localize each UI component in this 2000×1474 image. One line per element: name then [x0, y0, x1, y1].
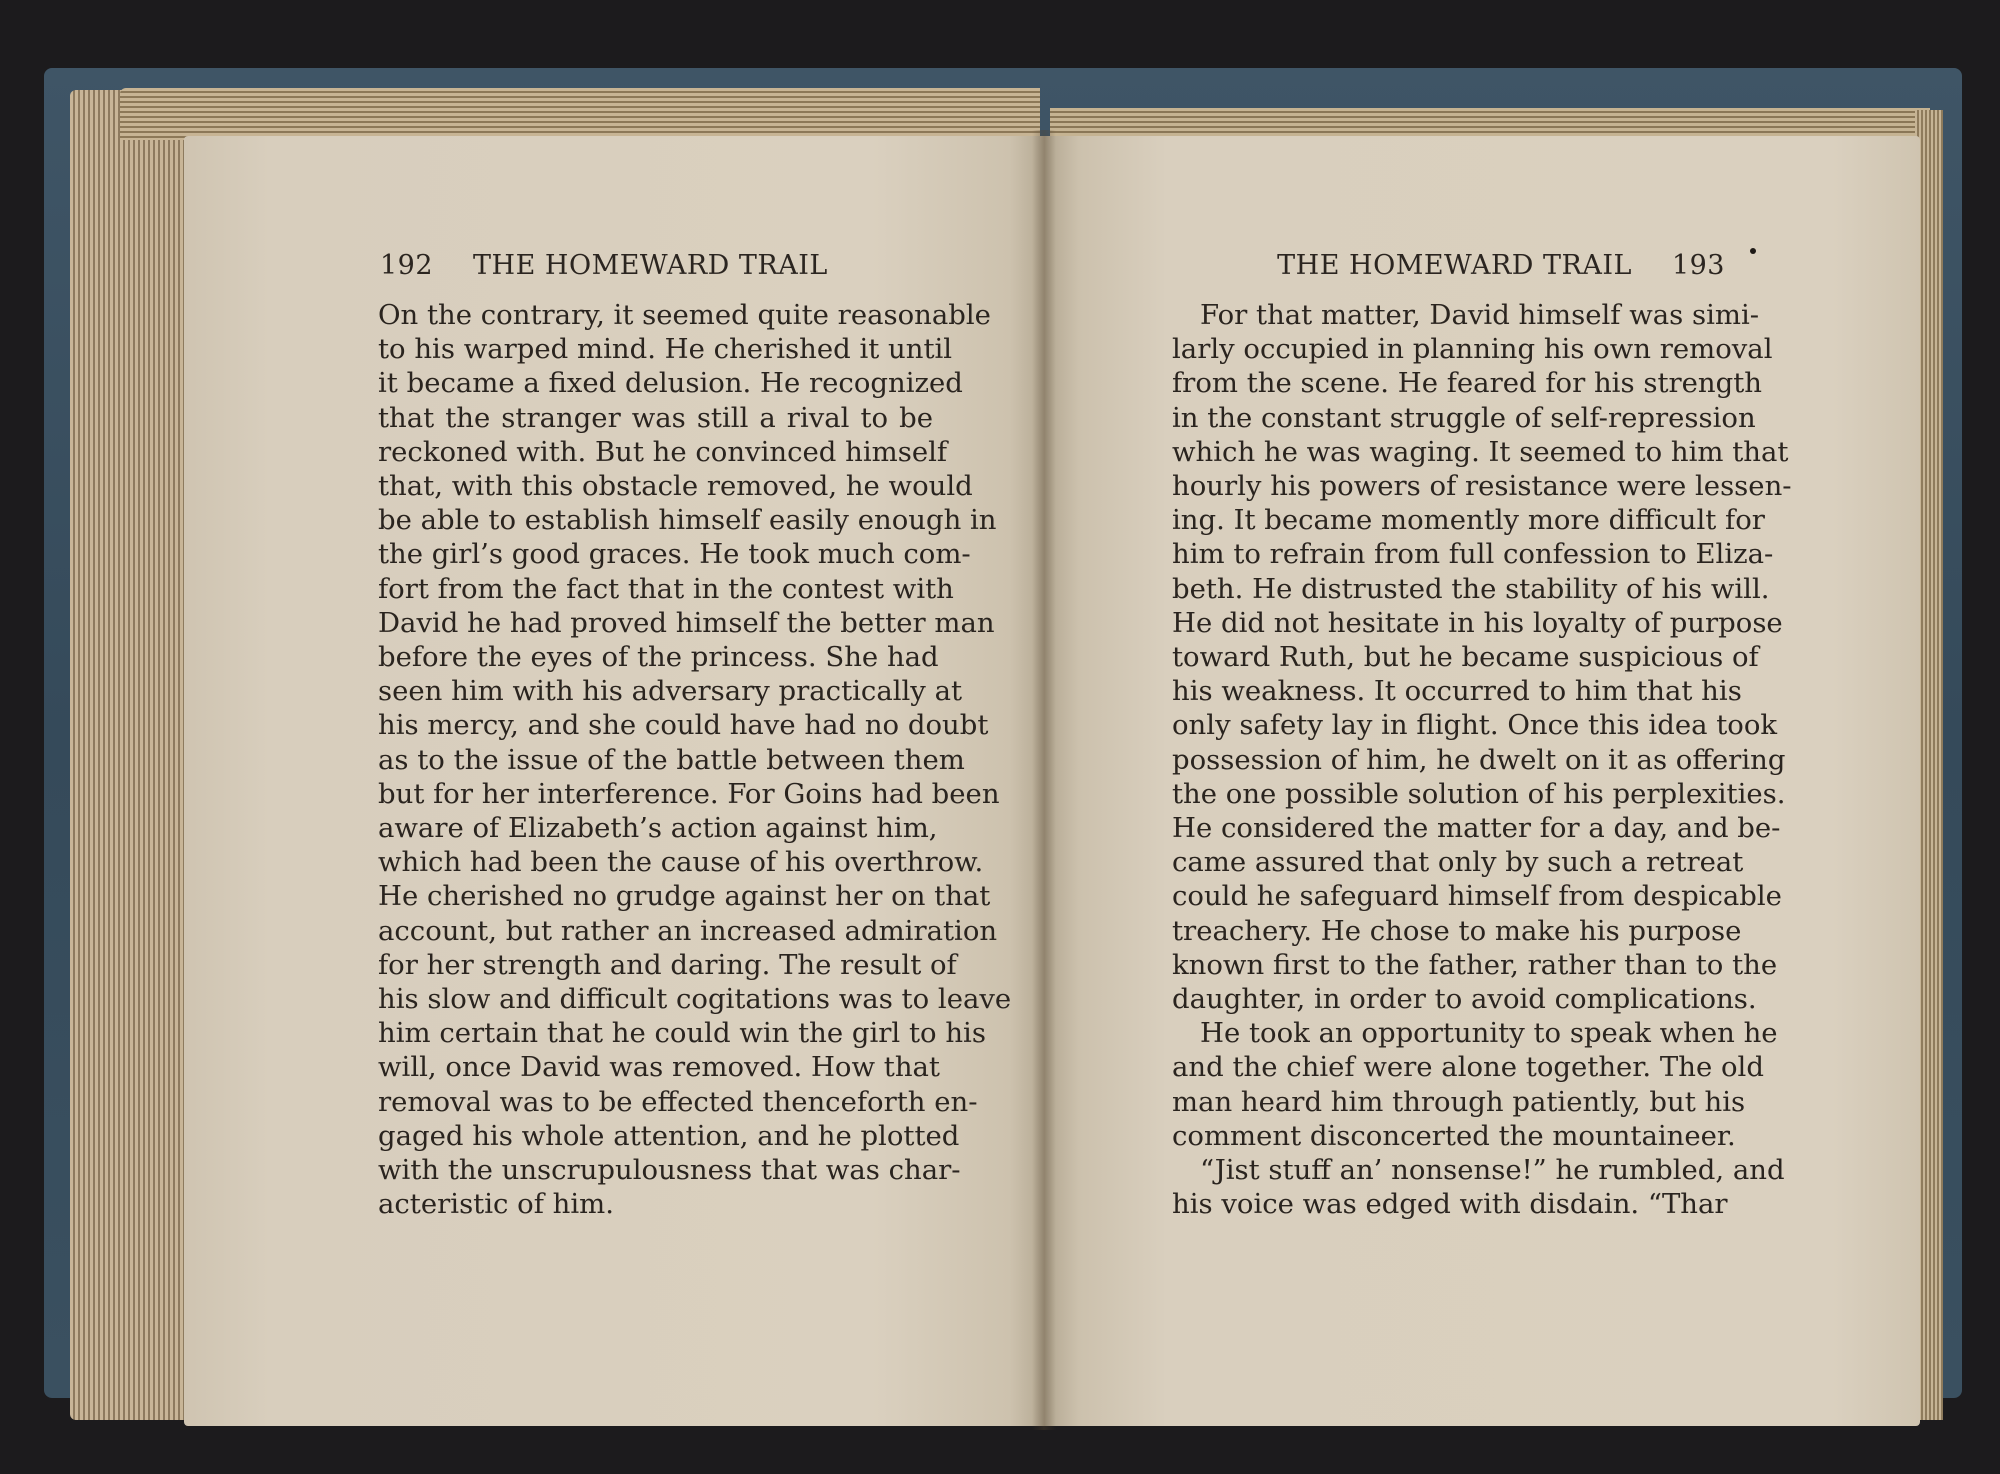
text-line: with the unscrupulousness that was char-	[378, 1154, 961, 1187]
text-line: beth. He distrusted the stability of his will.	[1172, 572, 1770, 605]
page-edges-top-left	[120, 88, 1040, 140]
text-line: to his warped mind. He cherished it until	[378, 333, 953, 366]
text-line: He took an opportunity to speak when he	[1200, 1017, 1778, 1050]
text-line: the one possible solution of his perplexities.	[1172, 777, 1786, 810]
text-line: for her strength and daring. The result of	[378, 948, 957, 981]
text-line: For that matter, David himself was simi-	[1200, 299, 1760, 331]
text-line: in the constant struggle of self-repression	[1172, 401, 1756, 434]
text-line: came assured that only by such a retreat	[1172, 846, 1744, 879]
text-line: acteristic of him.	[378, 1188, 614, 1221]
text-line: be able to establish himself easily enough in	[378, 504, 997, 537]
right-running-head	[1265, 250, 1725, 281]
text-line: toward Ruth, but he became suspicious of	[1172, 641, 1759, 674]
text-line: him certain that he could win the girl to his	[378, 1017, 986, 1050]
text-line: daughter, in order to avoid complications.	[1172, 983, 1757, 1016]
text-line: treachery. He chose to make his purpose	[1172, 914, 1742, 947]
text-line: David he had proved himself the better man	[378, 606, 995, 639]
text-line: possession of him, he dwelt on it as offering	[1172, 743, 1786, 776]
text-line: He considered the matter for a day, and be-	[1172, 812, 1781, 845]
text-line: hourly his powers of resistance were lessen-	[1172, 470, 1792, 503]
text-line: seen him with his adversary practically at	[378, 675, 963, 708]
text-line: could he safeguard himself from despicable	[1172, 880, 1782, 913]
text-line: man heard him through patiently, but his	[1172, 1085, 1746, 1118]
text-line: known first to the father, rather than to the	[1172, 948, 1778, 981]
page-edges-left	[70, 90, 190, 1420]
right-running-head-title: THE HOMEWARD TRAIL	[1277, 250, 1632, 281]
text-line: from the scene. He feared for his strength	[1172, 367, 1762, 400]
text-line: as to the issue of the battle between them	[378, 743, 965, 776]
text-line: his weakness. It occurred to him that his	[1172, 675, 1742, 708]
left-running-head	[380, 250, 860, 281]
text-line: He cherished no grudge against her on that	[378, 880, 991, 913]
book-gutter	[1032, 130, 1056, 1430]
text-line: “Jist stuff an’ nonsense!” he rumbled, and	[1200, 1154, 1785, 1187]
text-line: before the eyes of the princess. She had	[378, 641, 939, 674]
text-line: aware of Elizabeth’s action against him,	[378, 812, 938, 845]
text-line: fort from the fact that in the contest with	[378, 572, 954, 605]
text-line: but for her interference. For Goins had been	[378, 777, 1000, 810]
text-line: will, once David was removed. How that	[378, 1051, 940, 1084]
text-line: gaged his whole attention, and he plotted	[378, 1119, 960, 1152]
text-line: ing. It became momently more difficult for	[1172, 504, 1765, 537]
text-line: his slow and difficult cogitations was to leave	[378, 983, 1012, 1016]
text-line: and the chief were alone together. The old	[1172, 1051, 1764, 1084]
text-line: reckoned with. But he convinced himself	[378, 435, 948, 468]
text-line: larly occupied in planning his own removal	[1172, 333, 1773, 366]
text-line: which had been the cause of his overthrow.	[378, 846, 984, 879]
text-line: On the contrary, it seemed quite reasonable	[378, 299, 991, 331]
text-line: his voice was edged with disdain. “Thar	[1172, 1188, 1728, 1221]
left-running-head-title: THE HOMEWARD TRAIL	[473, 250, 828, 281]
text-line: it became a fixed delusion. He recognized	[378, 367, 963, 400]
text-line: the girl’s good graces. He took much com-	[378, 538, 971, 571]
right-page-text	[1172, 298, 1792, 1221]
text-line: He did not hesitate in his loyalty of purpose	[1172, 606, 1783, 639]
left-page-text	[378, 298, 1012, 1221]
text-line: only safety lay in flight. Once this idea took	[1172, 709, 1778, 742]
text-line: him to refrain from full confession to Eliza-	[1172, 538, 1774, 571]
text-line: his mercy, and she could have had no doubt	[378, 709, 989, 742]
right-page-number: 193	[1671, 250, 1725, 281]
text-line: comment disconcerted the mountaineer.	[1172, 1119, 1736, 1152]
text-line: removal was to be effected thenceforth en-	[378, 1085, 978, 1118]
text-line: that the stranger was still a rival to be	[378, 401, 933, 434]
text-line: that, with this obstacle removed, he would	[378, 470, 973, 503]
ink-dot	[1750, 248, 1756, 254]
left-page-number: 192	[380, 250, 434, 281]
text-line: which he was waging. It seemed to him that	[1172, 435, 1789, 468]
text-line: account, but rather an increased admiration	[378, 914, 998, 947]
